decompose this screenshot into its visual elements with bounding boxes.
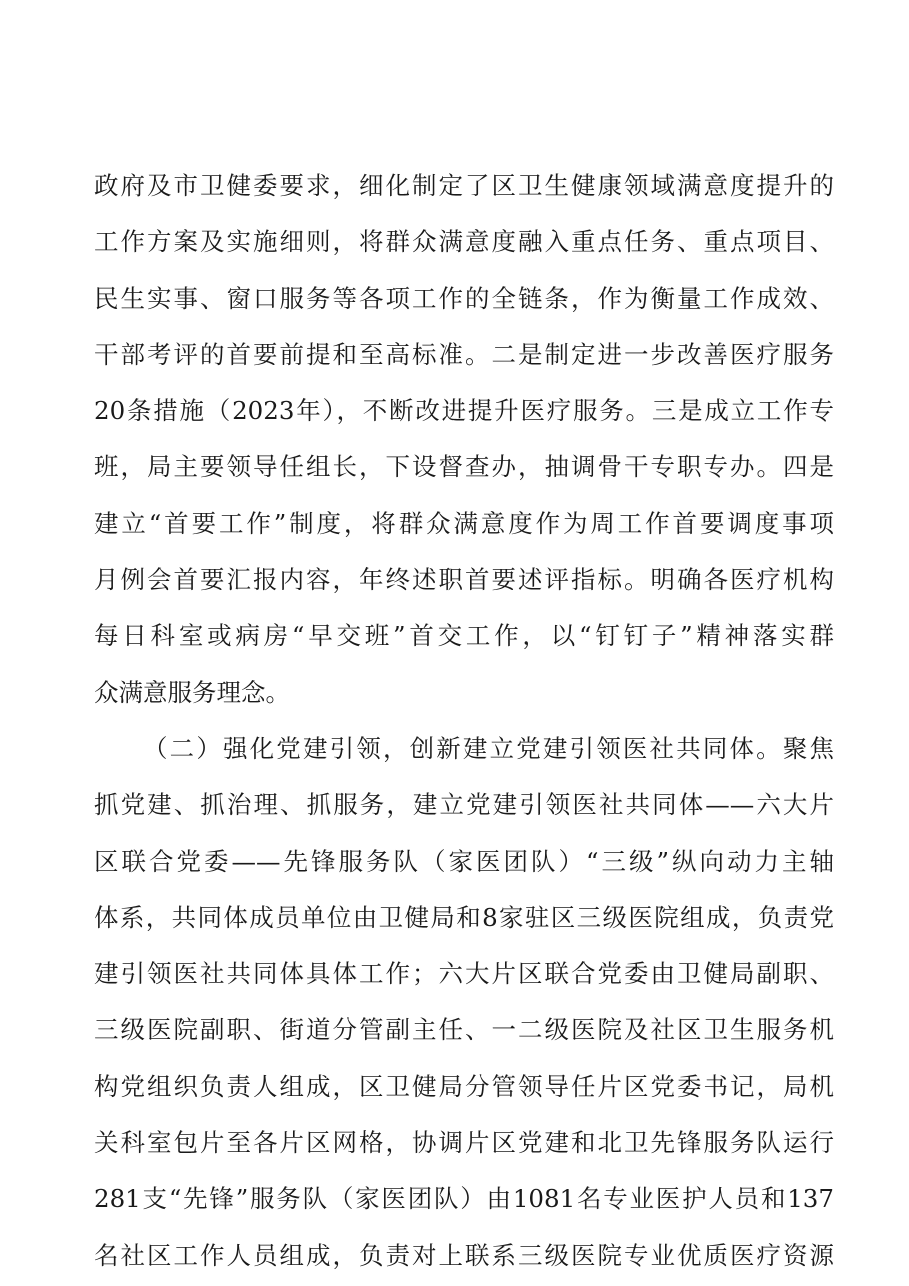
text-line: 政府及市卫健委要求，细化制定了区卫生健康领域满意度提升的 <box>94 171 834 200</box>
text-line: 每日科室或病房“早交班”首交工作，以“钉钉子”精神落实群 <box>94 621 834 651</box>
paragraph-end-line: 众满意服务理念。 <box>94 677 290 707</box>
text-line: 民生实事、窗口服务等各项工作的全链条，作为衡量工作成效、 <box>94 283 834 313</box>
text-line: 构党组织负责人组成，区卫健局分管领导任片区党委书记，局机 <box>94 1071 834 1101</box>
text-line: 工作方案及实施细则，将群众满意度融入重点任务、重点项目、 <box>94 227 834 257</box>
text-line: 关科室包片至各片区网格，协调片区党建和北卫先锋服务队运行 <box>94 1128 834 1158</box>
text-line: 月例会首要汇报内容，年终述职首要述评指标。明确各医疗机构 <box>94 565 834 595</box>
text-line: 干部考评的首要前提和至高标准。二是制定进一步改善医疗服务 <box>94 339 834 369</box>
text-line: 三级医院副职、街道分管副主任、一二级医院及社区卫生服务机 <box>94 1015 834 1045</box>
text-line: 名社区工作人员组成，负责对上联系三级医院专业优质医疗资源 <box>94 1240 834 1270</box>
text-line: 建立“首要工作”制度，将群众满意度作为周工作首要调度事项 <box>94 508 834 538</box>
text-line: 建引领医社共同体具体工作；六大片区联合党委由卫健局副职、 <box>94 959 834 989</box>
section-heading-line: （二）强化党建引领，创新建立党建引领医社共同体。聚焦 <box>143 733 834 763</box>
text-line: 20条措施（2023年），不断改进提升医疗服务。三是成立工作专 <box>94 396 834 426</box>
text-line: 体系，共同体成员单位由卫健局和8家驻区三级医院组成，负责党 <box>94 902 834 932</box>
document-body <box>94 158 834 1284</box>
text-line: 281支“先锋”服务队（家医团队）由1081名专业医护人员和137 <box>94 1184 834 1214</box>
text-line: 抓党建、抓治理、抓服务，建立党建引领医社共同体——六大片 <box>94 790 834 820</box>
text-line: 区联合党委——先锋服务队（家医团队）“三级”纵向动力主轴 <box>94 846 834 876</box>
text-line: 班，局主要领导任组长，下设督查办，抽调骨干专职专办。四是 <box>94 452 834 482</box>
